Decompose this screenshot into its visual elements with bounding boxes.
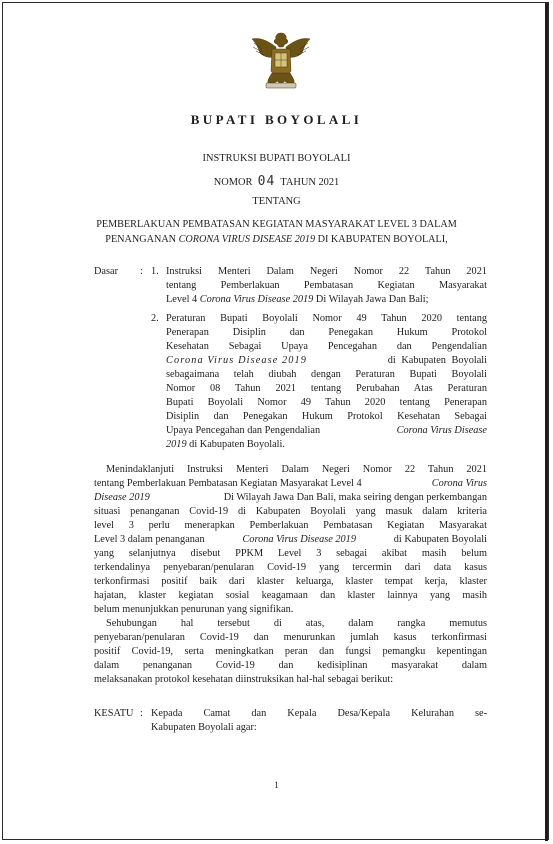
paragraph-line: terkendalinya penyebaran/penularan Covid-19 yang tercermin dari data kasus	[94, 562, 487, 573]
nomor-value: 04	[257, 174, 276, 189]
instruction-number	[3, 175, 550, 190]
subject-text: PENANGANAN	[105, 234, 179, 245]
page-number: 1	[274, 781, 279, 791]
paragraph-line	[94, 477, 487, 491]
item-number: 2.	[151, 313, 159, 324]
item-line: Peraturan Bupati Boyolali Nomor 49 Tahun 2020 tentang	[166, 313, 487, 324]
kesatu-colon: :	[140, 708, 143, 719]
paragraph-line	[94, 533, 487, 547]
paragraph-line: dalam penanganan Covid-19 dan kedisiplinan masyarakat dalam	[94, 660, 487, 671]
kesatu-line: Kabupaten Boyolali agar:	[151, 722, 257, 733]
item-line: Disiplin dan Penegakan Hukum Protokol Kesehatan Sebagai	[166, 411, 487, 422]
item-line: Kesehatan Sebagai Upaya Pencegahan dan Pengendalian	[166, 341, 487, 352]
document-page	[2, 2, 549, 840]
nomor-suffix: TAHUN 2021	[280, 177, 340, 188]
paragraph-text: tentang Pemberlakuan Pembatasan Kegiatan Masyarakat Level 4	[94, 478, 362, 489]
paragraph-line: situasi penanganan Covid-19 di Kabupaten Boyolali yang masuk dalam kriteria	[94, 506, 487, 517]
paragraph-text: di Kabupaten Boyolali	[393, 534, 487, 545]
kesatu-line: Kepada Camat dan Kepala Desa/Kepala Kelurahan se-	[151, 708, 487, 719]
item-line: sebagaimana telah diubah dengan Peraturan Bupati Boyolali	[166, 369, 487, 380]
paragraph-text: Level 3 dalam penanganan	[94, 534, 205, 545]
item-text: Di Wilayah Jawa Dan Bali;	[313, 294, 429, 305]
dasar-colon: :	[140, 266, 143, 277]
nomor-prefix: NOMOR	[213, 177, 253, 188]
item-text: Upaya Pencegahan dan Pengendalian	[166, 425, 321, 436]
item-line	[166, 293, 487, 307]
paragraph-line	[94, 491, 487, 505]
item-line: Nomor 08 Tahun 2021 tentang Perubahan Atas Peraturan	[166, 383, 487, 394]
paragraph-line: yang selanjutnya disebut PPKM Level 3 sebagai akibat masih belum	[94, 548, 487, 559]
item-italic: Corona Virus Disease	[396, 425, 487, 436]
item-text: di Kabupaten Boyolali.	[186, 439, 285, 450]
paragraph-line: penyebaran/penularan Covid-19 dan menurunkan jumlah kasus terkonfirmasi	[94, 632, 487, 643]
item-number: 1.	[151, 266, 159, 277]
dasar-label: Dasar	[94, 266, 119, 277]
item-line: Instruksi Menteri Dalam Negeri Nomor 22 Tahun 2021	[166, 266, 487, 277]
paragraph-line: level 3 perlu menerapkan Pemberlakuan Pembatasan Kegiatan Masyarakat	[94, 520, 487, 531]
item-line: Bupati Boyolali Nomor 49 Tahun 2020 tentang Penerapan	[166, 397, 487, 408]
item-line	[166, 438, 487, 452]
subject-line-2	[3, 233, 550, 247]
paragraph-italic: Corona Virus Disease 2019	[242, 534, 356, 545]
paragraph-italic: Corona Virus	[431, 478, 487, 489]
subject-line-1: PEMBERLAKUAN PEMBATASAN KEGIATAN MASYARAKAT LEVEL 3 DALAM	[96, 219, 457, 230]
paragraph-line: hajatan, klaster kegiatan sosial keagamaan dan klaster lainnya yang masih	[94, 590, 487, 601]
tentang-label: TENTANG	[252, 196, 301, 207]
subject-italic: CORONA VIRUS DISEASE 2019	[178, 234, 316, 245]
paragraph-line: melaksanakan protokol kesehatan diinstruksikan hal-hal sebagai berikut:	[94, 674, 394, 685]
paragraph-line: Menindaklanjuti Instruksi Menteri Dalam Negeri Nomor 22 Tahun 2021	[106, 464, 487, 475]
page-edge	[545, 3, 548, 841]
item-line	[166, 424, 487, 438]
paragraph-italic: Disease 2019	[94, 492, 150, 503]
item-line: tentang Pemberlakuan Pembatasan Kegiatan Masyarakat	[166, 280, 487, 291]
garuda-emblem-icon	[248, 31, 314, 91]
office-title: BUPATI BOYOLALI	[190, 112, 363, 127]
item-line	[166, 354, 487, 368]
instruction-title: INSTRUKSI BUPATI BOYOLALI	[202, 153, 351, 164]
item-text: di Kabupaten Boyolali	[387, 355, 487, 366]
paragraph-text: Di Wilayah Jawa Dan Bali, maka seiring dengan perkembangan	[223, 492, 487, 503]
paragraph-line: Sehubungan hal tersebut di atas, dalam rangka memutus	[106, 618, 487, 629]
paragraph-line: positif Covid-19, serta meningkatkan peran dan fungsi pemangku kepentingan	[94, 646, 487, 657]
paragraph-line: terkonfirmasi positif baik dari klaster keluarga, klaster tempat kerja, klaster	[94, 576, 487, 587]
item-italic: Corona Virus Disease 2019	[166, 355, 308, 366]
subject-text: DI KABUPATEN BOYOLALI,	[315, 234, 448, 245]
item-line: Penerapan Disiplin dan Penegakan Hukum Protokol	[166, 327, 487, 338]
kesatu-label: KESATU	[94, 708, 134, 719]
item-italic: 2019	[166, 439, 187, 450]
paragraph-line: belum menunjukkan penurunan yang signifikan.	[94, 604, 294, 615]
item-italic: Corona Virus Disease 2019	[199, 294, 314, 305]
item-text: Level 4	[166, 294, 200, 305]
